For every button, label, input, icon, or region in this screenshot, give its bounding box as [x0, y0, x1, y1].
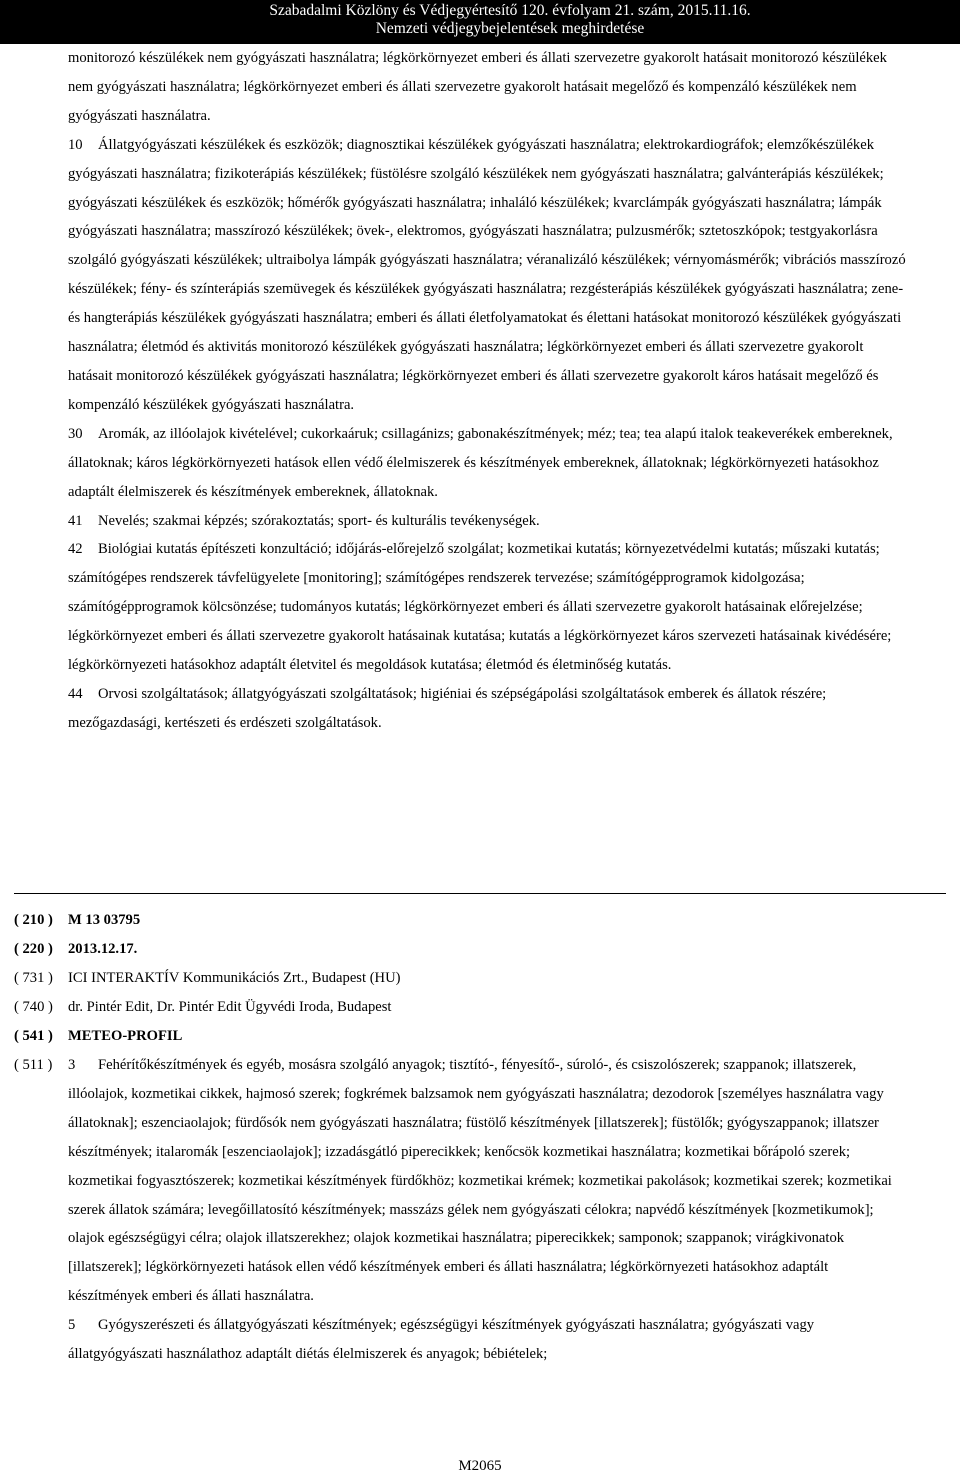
class-paragraph-10 — [68, 131, 910, 420]
field-541 — [14, 1022, 914, 1051]
record-separator — [14, 893, 946, 894]
field-code: ( 220 ) — [14, 940, 53, 957]
class-text: Aromák, az illóolajok kivételével; cukorkaáruk; csillagánizs; gabonakészítmények; méz; tea; tea alapú italok teakeverékek embereknek, állatoknak; káros légkörkörnyezeti hatások ellen védő élelmiszerek és készítmények embereknek, állatoknak; légkörkörnyezeti hatásokhoz adaptált élelmiszerek és készítmények embereknek, állatoknak. — [68, 425, 893, 500]
class-number: 3 — [68, 1057, 76, 1073]
journal-title: Szabadalmi Közlöny és Védjegyértesítő 120. évfolyam 21. szám, 2015.11.16. — [269, 2, 751, 19]
class-paragraph-5 — [68, 1311, 912, 1369]
record-classes — [68, 1051, 912, 1369]
class-number: 30 — [68, 425, 83, 442]
field-code: ( 210 ) — [14, 912, 53, 928]
field-code: ( 541 ) — [14, 1027, 53, 1044]
filing-date: 2013.12.17. — [68, 940, 138, 957]
trademark-word: METEO-PROFIL — [68, 1027, 183, 1044]
field-210 — [14, 906, 914, 935]
continuation-paragraph: monitorozó készülékek nem gyógyászati használatra; légkörkörnyezet emberi és állati szervezetre gyakorolt hatásait monitorozó készülékek nem gyógyászati használatra; légkörkörnyezet emberi és állati szervezetre gyakorolt hatásait megelőző és kompenzáló készülékek nem gyógyászati használatra. — [68, 50, 887, 124]
section-title: Nemzeti védjegybejelentések meghirdetése — [375, 20, 645, 37]
class-text: Biológiai kutatás építészeti konzultáció; időjárás-előrejelző szolgálat; kozmetikai kutatás; környezetvédelmi kutatás; műszaki kutatás; számítógépes rendszerek távfelügyelete [monitoring]; számítógépes rendszerek tervezése; számítógépprogramok kidolgozása; számítógépprogramok kölcsönzése; tudományos kutatás; légkörkörnyezet emberi és állati szervezetre gyakorolt hatásainak előrejelzése; légkörkörnyezet emberi és állati szervezetre gyakorolt hatásainak kutatása; kutatás a légkörkörnyezet káros szervezeti hatásainak kivédésére; légkörkörnyezeti hatásokhoz adaptált életvitel és megoldások kutatása; életmód és életminőség kutatás. — [68, 541, 892, 674]
class-paragraph-42 — [68, 535, 910, 680]
class-paragraph-44 — [68, 680, 910, 738]
previous-record-classes — [68, 44, 910, 738]
class-text: Nevelés; szakmai képzés; szórakoztatás; sport- és kulturális tevékenységek. — [98, 512, 540, 529]
class-text: Orvosi szolgáltatások; állatgyógyászati szolgáltatások; higiéniai és szépségápolási szolgáltatások emberek és állatok részére; mezőgazdasági, kertészeti és erdészeti szolgáltatások. — [68, 685, 827, 731]
class-number: 44 — [68, 685, 83, 702]
class-paragraph-41 — [68, 507, 910, 536]
class-number: 5 — [68, 1317, 76, 1334]
field-code: ( 740 ) — [14, 998, 53, 1015]
class-number: 41 — [68, 512, 83, 529]
class-text: Állatgyógyászati készülékek és eszközök; diagnosztikai készülékek gyógyászati használatra; elektrokardiográfok; elemzőkészülékek gyógyászati használatra; fizikoterápiás készülékek; füstölésre szolgáló készülékek nem gyógyászati használatra; galvánterápiás készülékek; gyógyászati készülékek és eszközök; hőmérők gyógyászati használatra; inhaláló készülékek; kvarclámpák gyógyászati használatra; lámpák gyógyászati használatra; masszírozó készülékek; övek-, elektromos, gyógyászati használatra; pulzusmérők; sztetoszkópok; testgyakorlásra szolgáló gyógyászati készülékek; ultraibolya lámpák gyógyászati használatra; véranalizáló készülékek; vérnyomásmérők; vibrációs masszírozó készülékek; fény- és színterápiás szemüvegek és készülékek gyógyászati használatra; rezgésterápiás készülékek gyógyászati használatra; zene- és hangterápiás készülékek gyógyászati használatra; emberi és állati életfolyamatokat és élettani hatásokat monitorozó készülékek gyógyászati használatra; életmód és aktivitás monitorozó készülékek gyógyászati használatra; légkörkörnyezet emberi és állati szervezetre gyakorolt hatásait monitorozó készülékek gyógyászati használatra; légkörkörnyezet emberi és állati szervezetre gyakorolt káros hatásait megelőző és kompenzáló készülékek gyógyászati használatra. — [68, 136, 906, 413]
field-731 — [14, 964, 914, 993]
page-number: M2065 — [458, 1458, 502, 1474]
class-paragraph-30 — [68, 420, 910, 507]
page-header — [0, 0, 960, 44]
applicant: ICI INTERAKTÍV Kommunikációs Zrt., Budapest (HU) — [68, 969, 401, 986]
class-text: Gyógyszerészeti és állatgyógyászati készítmények; egészségügyi készítmények gyógyászati használatra; gyógyászati vagy állatgyógyászati használathoz adaptált diétás élelmiszerek és anyagok; bébiételek; — [68, 1317, 815, 1363]
representative: dr. Pintér Edit, Dr. Pintér Edit Ügyvédi Iroda, Budapest — [68, 998, 392, 1015]
class-text: Fehérítőkészítmények és egyéb, mosásra szolgáló anyagok; tisztító-, fényesítő-, súroló-, és csiszolószerek; szappanok; illatszerek, illóolajok, kozmetikai cikkek, hajmosó szerek; fogkrémek balzsamok nem gyógyászati használatra; dezodorok [személyes használatra vagy állatoknak]; eszenciaolajok; fürdősók nem gyógyászati használatra; füstölő készítmények [illatszerek]; füstölők; gyógyszappanok; illatszer készítmények; italaromák [eszenciaolajok]; izzadásgátló piperecikkek; kenőcsök kozmetikai használatra; kozmetikai bőrápoló szerek; kozmetikai fogyasztószerek; kozmetikai készítmények fürdőkhöz; kozmetikai krémek; kozmetikai pakolások; kozmetikai szerek; kozmetikai szerek állatok számára; levegőillatosító készítmények; masszázs gélek nem gyógyászati célokra; napvédő készítmények [kozmetikumok]; olajok egészségügyi célra; olajok illatszerekhez; olajok kozmetikai használatra; piperecikkek; samponok; szappanok; virágkivonatok [illatszerek]; légkörkörnyezeti hatások ellen védő készítmények emberi és állati használatra; légkörkörnyezeti hatásokhoz adaptált készítmények emberi és állati használatra. — [68, 1057, 892, 1305]
field-740 — [14, 993, 914, 1022]
application-number: M 13 03795 — [68, 912, 141, 928]
field-code: ( 511 ) — [14, 1056, 53, 1073]
class-paragraph-3 — [68, 1051, 912, 1311]
class-number: 10 — [68, 136, 83, 153]
class-number: 42 — [68, 541, 83, 558]
field-220 — [14, 935, 914, 964]
field-code: ( 731 ) — [14, 969, 53, 986]
